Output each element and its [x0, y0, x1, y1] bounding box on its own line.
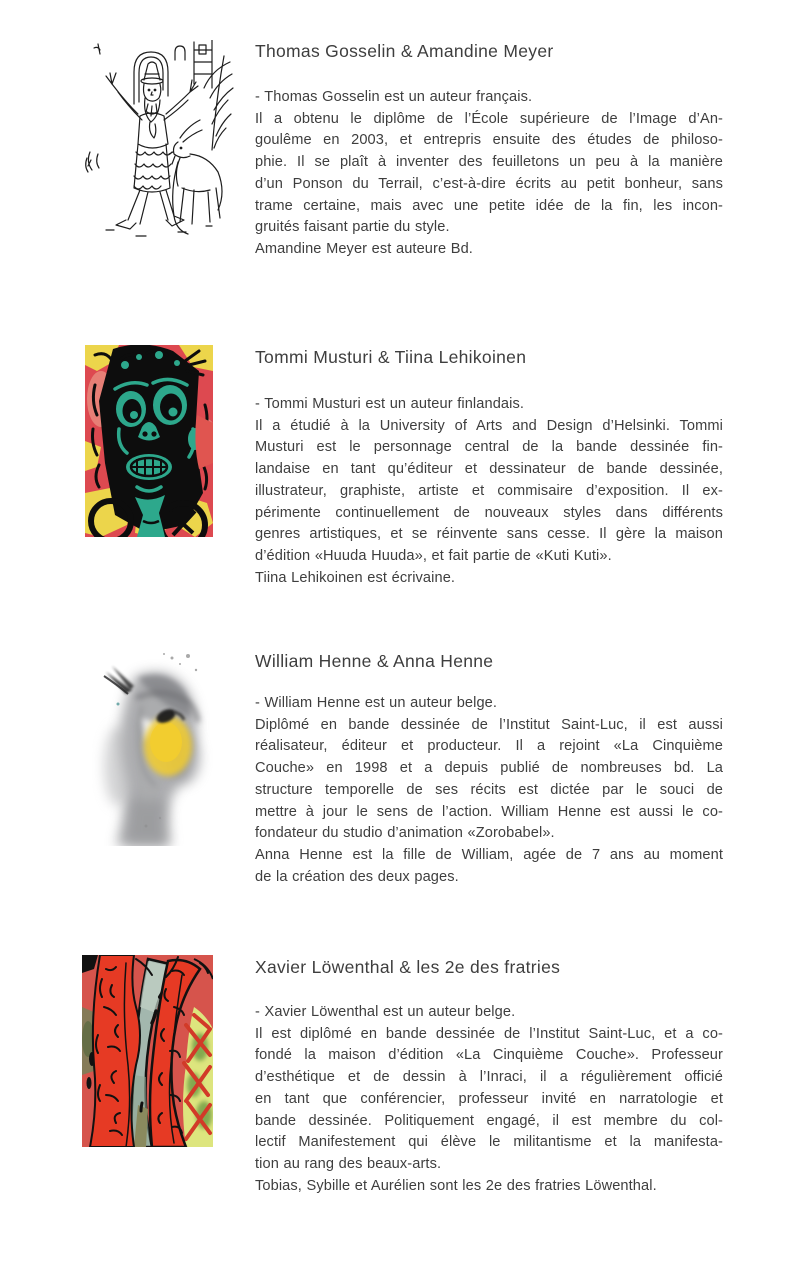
bio-text-line: réalisateur, éditeur et producteur. Il a rejoint «La Cinquième: [255, 738, 723, 755]
bio-text-line: Tobias, Sybille et Aurélien sont les 2e des fratries Löwenthal.: [255, 1177, 657, 1194]
bio-text-line: tion au rang des beaux-arts.: [255, 1155, 442, 1172]
bio-text-line: goulême en 2003, et entrepris ensuite des études de philoso-: [255, 132, 723, 149]
bio-text: [255, 693, 723, 888]
bio-text-line: Amandine Meyer est auteure Bd.: [255, 240, 473, 257]
bio-text-line: - William Henne est un auteur belge.: [255, 695, 498, 711]
bio-title: William Henne & Anna Henne: [255, 651, 494, 671]
bio-text-line: gruités faisant partie du style.: [255, 219, 450, 236]
bio-text-line: illustrateur, graphiste, artiste et commisaire d’exposition. Il ex-: [255, 482, 723, 499]
bio-text-line: Musturi est le personnage central de la bande dessinée fin-: [255, 439, 723, 456]
bio-text: [255, 394, 723, 589]
artwork-musturi-image: [85, 345, 213, 537]
bio-text: [255, 1002, 723, 1197]
bio-text-line: genres artistiques, et se réinvente sans cesse. Il gère la maison: [255, 526, 723, 543]
bio-text-line: lectif Manifestement qui élève le militantisme et la manifesta-: [255, 1134, 723, 1151]
bio-title: Xavier Löwenthal & les 2e des fratries: [255, 957, 561, 977]
bio-text-line: Anna Henne est la fille de William, agée de 7 ans au moment: [255, 846, 723, 863]
ink-drawing-man-goat: [78, 40, 234, 243]
bio-text-line: Il a étudié à la University of Arts and Design d’Helsinki. Tommi: [255, 417, 723, 434]
bio-text-line: mettre à jour le sens de l’action. William Henne est aussi le co-: [255, 803, 723, 820]
bio-text-line: d’esthétique et de dessin à l’Inraci, il a régulièrement officié: [255, 1069, 723, 1086]
woodcut-face-print: [85, 345, 213, 537]
bio-text-line: Il a obtenu le diplôme de l’École supérieure de l’Image d’An-: [255, 110, 723, 127]
artwork-henne-image: [76, 646, 228, 846]
bio-text-line: en tant que conférencier, professeur invité en narratologie et: [255, 1090, 723, 1107]
bio-text-line: trame certaine, mais avec une petite idée de la fin, les incon-: [255, 197, 723, 214]
bio-text-line: périmente continuellement de nouveaux styles dans différents: [255, 504, 723, 521]
bio-text-line: - Xavier Löwenthal est un auteur belge.: [255, 1004, 516, 1020]
bio-text-line: structure temporelle de ses récits est dictée par le souci de: [255, 781, 723, 798]
bio-text-line: Tiina Lehikoinen est écrivaine.: [255, 569, 456, 586]
charcoal-sketch-head: [76, 646, 228, 846]
artwork-lowenthal-image: [82, 955, 213, 1147]
bio-text-line: phie. Il se plaît à inventer des feuilletons un peu à la manière: [255, 154, 723, 171]
bio-text-line: de la création des deux pages.: [255, 868, 459, 885]
bio-text-line: - Thomas Gosselin est un auteur français.: [255, 89, 533, 105]
bio-text-line: Il est diplômé en bande dessinée de l’Institut Saint-Luc, et a co-: [255, 1025, 723, 1042]
bio-title: Tommi Musturi & Tiina Lehikoinen: [255, 347, 527, 367]
bio-title: Thomas Gosselin & Amandine Meyer: [255, 41, 554, 61]
abstract-print-trunks: [82, 955, 213, 1147]
bio-text-line: bande dessinée. Politiquement engagé, il est membre du col-: [255, 1112, 723, 1129]
bio-text-line: Couche» en 1998 et a depuis publié de nombreuses bd. La: [255, 760, 723, 777]
bio-text-line: Diplômé en bande dessinée de l’Institut Saint-Luc, il est aussi: [255, 716, 723, 733]
artwork-gosselin-image: [78, 40, 234, 243]
bio-text-line: fondé la maison d’édition «La Cinquième Couche». Professeur: [255, 1047, 723, 1064]
bio-text: [255, 87, 723, 261]
bio-text-line: landaise en tant qu’éditeur et dessinateur de bande dessinée,: [255, 461, 723, 478]
bio-text-line: fondateur du studio d’animation «Zorobabel».: [255, 825, 555, 842]
bio-text-line: d’un Ponson du Terrail, c’est-à-dire écrits au petit bonheur, sans: [255, 175, 723, 192]
bio-text-line: - Tommi Musturi est un auteur finlandais.: [255, 396, 525, 412]
bio-text-line: d’édition «Huuda Huuda», et fait partie de «Kuti Kuti».: [255, 547, 612, 564]
